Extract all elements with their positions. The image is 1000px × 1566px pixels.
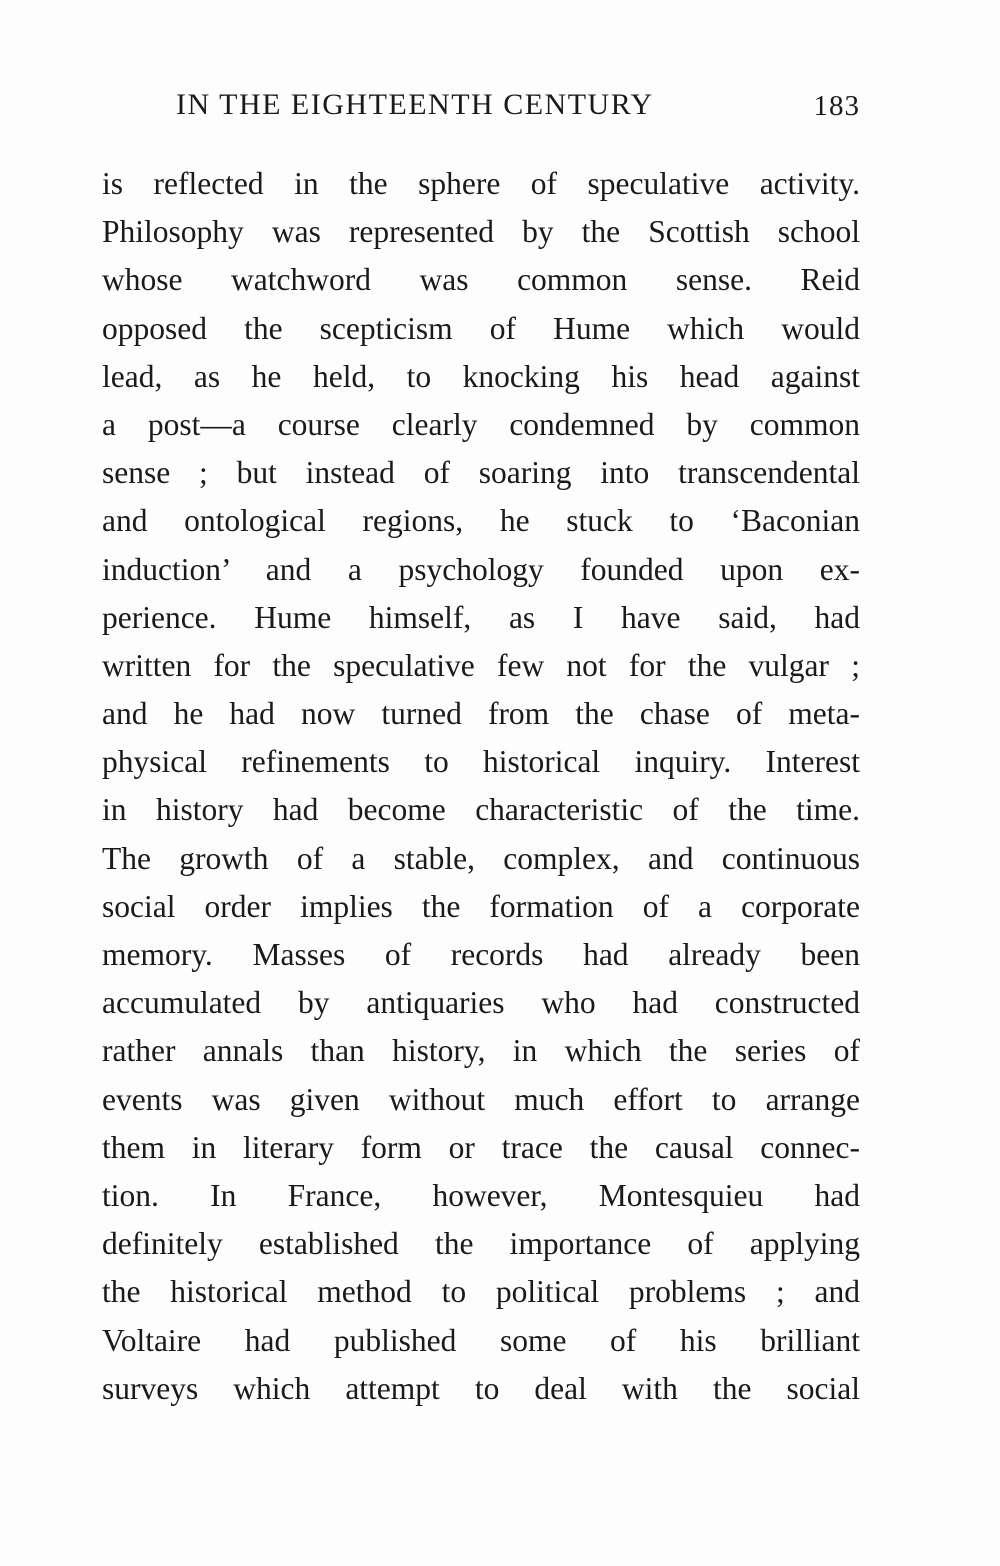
text-line: surveys which attempt to deal with the social xyxy=(102,1370,860,1406)
text-line: Voltaire had published some of his brilliant xyxy=(102,1322,860,1358)
text-line: definitely established the importance of applying xyxy=(102,1226,860,1262)
page-number: 183 xyxy=(813,90,860,122)
text-line: a post—a course clearly condemned by common xyxy=(102,406,860,442)
text-line: The growth of a stable, complex, and continuous xyxy=(102,840,860,876)
text-line: whose watchword was common sense. Reid xyxy=(102,262,860,298)
text-line: rather annals than history, in which the series of xyxy=(102,1033,860,1069)
text-line: in history had become characteristic of the time. xyxy=(102,792,860,828)
text-line: and ontological regions, he stuck to ‘Baconian xyxy=(102,503,860,539)
running-title: IN THE EIGHTEENTH CENTURY xyxy=(176,88,654,121)
text-line: social order implies the formation of a corporate xyxy=(102,888,860,924)
text-line: is reflected in the sphere of speculative activity. xyxy=(102,166,860,201)
text-line: them in literary form or trace the causal connec- xyxy=(102,1129,860,1165)
text-line: sense ; but instead of soaring into transcendental xyxy=(102,455,860,491)
text-line: events was given without much effort to arrange xyxy=(102,1081,860,1117)
text-line: and he had now turned from the chase of meta- xyxy=(102,696,860,732)
text-line: accumulated by antiquaries who had constructed xyxy=(102,985,860,1021)
text-line: written for the speculative few not for the vulgar ; xyxy=(102,647,860,683)
text-line: induction’ and a psychology founded upon ex- xyxy=(102,551,860,587)
text-line: physical refinements to historical inquiry. Interest xyxy=(102,744,860,780)
text-line: opposed the scepticism of Hume which would xyxy=(102,310,860,346)
text-line: the historical method to political problems ; and xyxy=(102,1274,860,1310)
text-line: Philosophy was represented by the Scottish school xyxy=(102,214,860,250)
text-line: tion. In France, however, Montesquieu had xyxy=(102,1177,860,1213)
text-line: memory. Masses of records had already been xyxy=(102,937,860,972)
body-text xyxy=(102,160,860,1413)
text-line: perience. Hume himself, as I have said, had xyxy=(102,599,860,635)
text-line: lead, as he held, to knocking his head against xyxy=(102,358,860,394)
running-head xyxy=(170,88,860,138)
